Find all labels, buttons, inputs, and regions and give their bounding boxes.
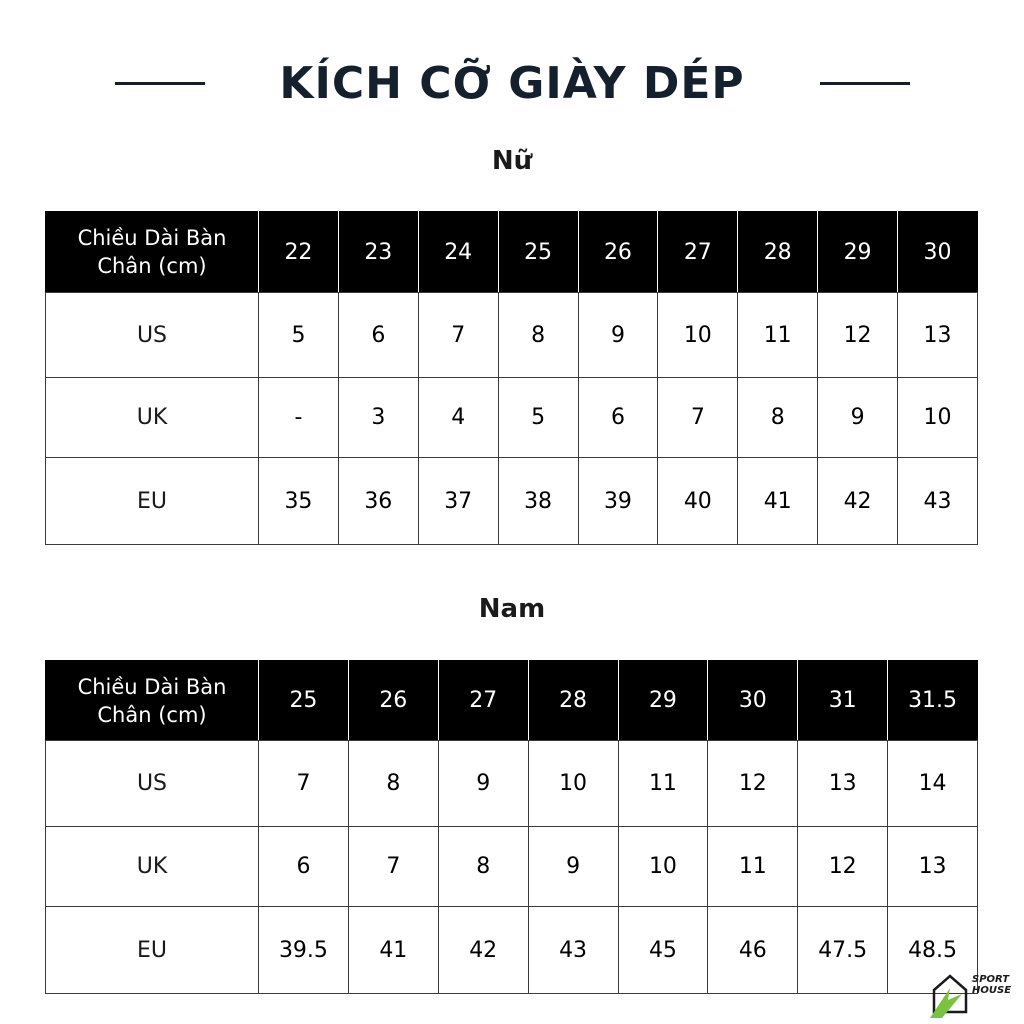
size-cell: 41	[738, 458, 818, 545]
length-header-cell: 25	[498, 212, 578, 293]
size-cell: 43	[898, 458, 978, 545]
women-row-eu	[46, 458, 978, 545]
length-header-cell: 27	[658, 212, 738, 293]
size-cell: 11	[618, 741, 708, 827]
size-cell: 10	[658, 293, 738, 378]
length-header-cell: 28	[738, 212, 818, 293]
size-cell: 8	[738, 378, 818, 458]
size-cell: 11	[708, 827, 798, 907]
size-cell: 47.5	[798, 907, 888, 994]
length-header-cell: 30	[898, 212, 978, 293]
row-header: EU	[46, 907, 259, 994]
length-header-cell: 26	[578, 212, 658, 293]
length-header-cell: 23	[338, 212, 418, 293]
logo-wordmark	[972, 974, 1011, 996]
size-cell: 10	[618, 827, 708, 907]
logo-line-1: SPORT	[972, 974, 1010, 985]
men-size-table	[45, 660, 978, 994]
men-header-row	[46, 661, 978, 741]
length-header-cell: 29	[818, 212, 898, 293]
size-cell: 8	[438, 827, 528, 907]
women-row-us	[46, 293, 978, 378]
size-cell: 35	[259, 458, 339, 545]
row-header: EU	[46, 458, 259, 545]
size-cell: 7	[418, 293, 498, 378]
size-cell: 36	[338, 458, 418, 545]
size-cell: 11	[738, 293, 818, 378]
size-cell: 10	[528, 741, 618, 827]
size-cell: 8	[498, 293, 578, 378]
row-header: UK	[46, 827, 259, 907]
size-cell: 8	[348, 741, 438, 827]
length-header-cell: 29	[618, 661, 708, 741]
title-row	[0, 50, 1024, 120]
men-section-label: Nam	[478, 594, 546, 624]
size-cell: 12	[708, 741, 798, 827]
size-cell: 9	[578, 293, 658, 378]
size-cell: 13	[888, 827, 978, 907]
row-header: US	[46, 293, 259, 378]
corner-line-2: Chân (cm)	[97, 702, 207, 727]
size-cell: 37	[418, 458, 498, 545]
size-cell: 6	[259, 827, 349, 907]
size-cell: 13	[798, 741, 888, 827]
size-cell: 39	[578, 458, 658, 545]
size-cell: 41	[348, 907, 438, 994]
length-header-cell: 31	[798, 661, 888, 741]
size-cell: 46	[708, 907, 798, 994]
size-cell: 45	[618, 907, 708, 994]
men-corner-label	[46, 661, 259, 741]
logo-line-2: HOUSE	[972, 985, 1012, 996]
size-cell: 4	[418, 378, 498, 458]
size-cell: 42	[438, 907, 528, 994]
size-cell: 7	[658, 378, 738, 458]
length-header-cell: 27	[438, 661, 528, 741]
corner-line-1: Chiều Dài Bàn	[77, 226, 227, 250]
size-cell: 12	[798, 827, 888, 907]
length-header-cell: 24	[418, 212, 498, 293]
size-cell: 5	[259, 293, 339, 378]
size-cell: 7	[259, 741, 349, 827]
men-row-us	[46, 741, 978, 827]
length-header-cell: 28	[528, 661, 618, 741]
men-row-uk	[46, 827, 978, 907]
size-cell: 42	[818, 458, 898, 545]
women-size-table	[45, 211, 978, 545]
size-cell: 38	[498, 458, 578, 545]
page-title: KÍCH CỠ GIÀY DÉP	[279, 58, 745, 109]
size-cell: 40	[658, 458, 738, 545]
size-cell: 3	[338, 378, 418, 458]
men-row-eu	[46, 907, 978, 994]
size-cell: 43	[528, 907, 618, 994]
women-corner-label	[46, 212, 259, 293]
corner-line-1: Chiều Dài Bàn	[77, 674, 227, 699]
length-header-cell: 31.5	[888, 661, 978, 741]
sport-house-logo	[928, 968, 1022, 1020]
women-section-label: Nữ	[491, 146, 533, 176]
length-header-cell: 25	[259, 661, 349, 741]
women-row-uk	[46, 378, 978, 458]
size-cell: 7	[348, 827, 438, 907]
length-header-cell: 30	[708, 661, 798, 741]
row-header: US	[46, 741, 259, 827]
women-header-row	[46, 212, 978, 293]
size-cell: 9	[528, 827, 618, 907]
size-cell: 39.5	[259, 907, 349, 994]
size-cell: 9	[438, 741, 528, 827]
size-cell: 9	[818, 378, 898, 458]
length-header-cell: 26	[348, 661, 438, 741]
size-cell: 10	[898, 378, 978, 458]
size-cell: 48.5	[888, 907, 978, 994]
size-cell: -	[259, 378, 339, 458]
title-right-rule	[820, 82, 910, 85]
size-cell: 12	[818, 293, 898, 378]
length-header-cell: 22	[259, 212, 339, 293]
size-cell: 14	[888, 741, 978, 827]
house-bolt-icon	[928, 968, 972, 1020]
corner-line-2: Chân (cm)	[97, 254, 207, 278]
size-cell: 6	[578, 378, 658, 458]
size-cell: 5	[498, 378, 578, 458]
size-cell: 6	[338, 293, 418, 378]
size-cell: 13	[898, 293, 978, 378]
row-header: UK	[46, 378, 259, 458]
